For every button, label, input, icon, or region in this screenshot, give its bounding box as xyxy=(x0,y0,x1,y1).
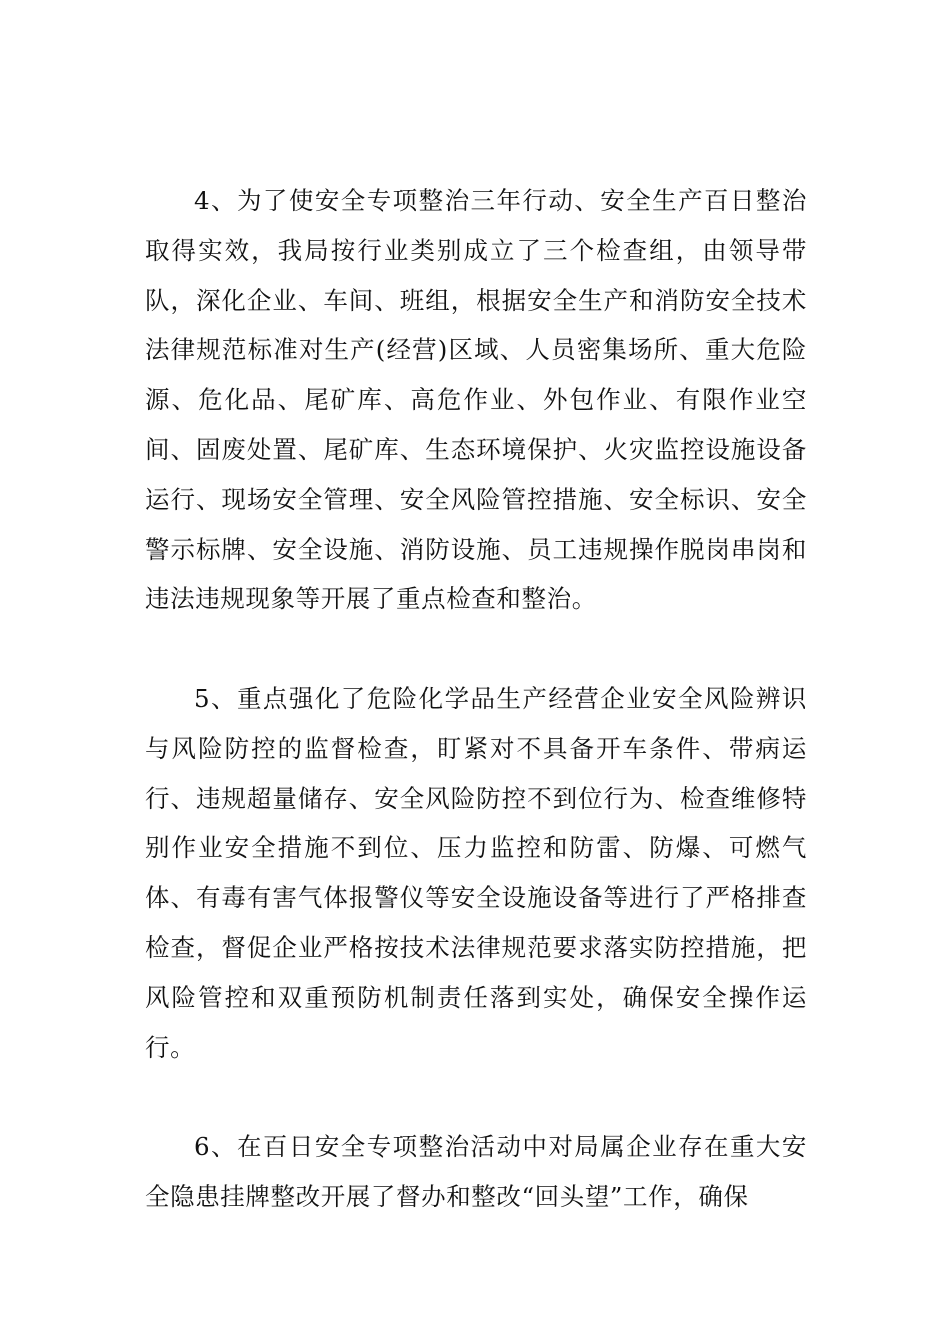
paragraph-5: 5、重点强化了危险化学品生产经营企业安全风险辨识与风险防控的监督检查，盯紧对不具备开车条件、带病运行、违规超量储存、安全风险防控不到位行为、检查维修特别作业安全措施不到位、压力监控和防雷、防爆、可燃气体、有毒有害气体报警仪等安全设施设备等进行了严格排查检查，督促企业严格按技术法律规范要求落实防控措施，把风险管控和双重预防机制责任落到实处，确保安全操作运行。 xyxy=(145,683,807,1062)
paragraph-6: 6、在百日安全专项整治活动中对局属企业存在重大安全隐患挂牌整改开展了督办和整改“回头望”工作，确保 xyxy=(145,1132,807,1211)
document-body xyxy=(145,176,807,1222)
paragraph-4: 4、为了使安全专项整治三年行动、安全生产百日整治取得实效，我局按行业类别成立了三个检查组，由领导带队，深化企业、车间、班组，根据安全生产和消防安全技术法律规范标准对生产(经营)区域、人员密集场所、重大危险源、危化品、尾矿库、高危作业、外包作业、有限作业空间、固废处置、尾矿库、生态环境保护、火灾监控设施设备运行、现场安全管理、安全风险管控措施、安全标识、安全警示标牌、安全设施、消防设施、员工违规操作脱岗串岗和违法违规现象等开展了重点检查和整治。 xyxy=(145,186,807,614)
paragraph-spacer xyxy=(145,624,807,674)
paragraph-spacer xyxy=(145,1072,807,1122)
